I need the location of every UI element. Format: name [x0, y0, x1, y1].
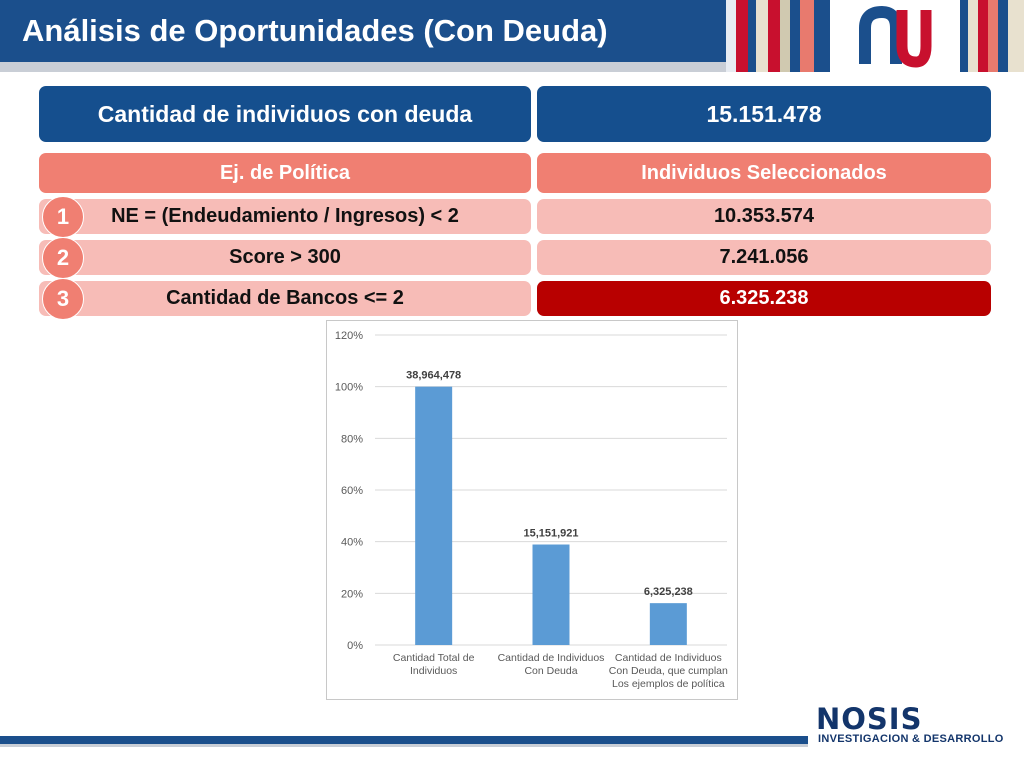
policy-row-3: Cantidad de Bancos <= 2: [39, 281, 531, 316]
step-number-3: 3: [42, 278, 84, 320]
count-row-1: 10.353.574: [537, 199, 991, 234]
bar-chart: [326, 320, 738, 700]
policy-row-1: NE = (Endeudamiento / Ingresos) < 2: [39, 199, 531, 234]
y-tick-label: 60%: [340, 485, 363, 497]
nosis-subtitle: INVESTIGACION & DESARROLLO: [818, 733, 1004, 745]
nosis-logo: NOSIS: [816, 702, 923, 736]
bar: [533, 545, 570, 645]
y-tick-label: 20%: [340, 588, 363, 601]
header-decoration-right: [960, 0, 1024, 72]
step-number-2: 2: [42, 237, 84, 279]
y-tick-label: 100%: [334, 381, 363, 394]
footer-underline: [0, 744, 808, 747]
bar-chart-svg: [327, 321, 737, 699]
data-label: 6,325,238: [643, 586, 693, 599]
x-category-label: Cantidad de Individuos: [614, 652, 722, 664]
x-category-label: Los ejemplos de política: [612, 678, 725, 690]
y-tick-label: 120%: [334, 330, 363, 342]
y-tick-label: 0%: [347, 640, 363, 652]
header-decoration-left: [726, 0, 830, 72]
summary-value: 15.151.478: [537, 86, 991, 142]
bar: [415, 387, 452, 645]
page-title: Análisis de Oportunidades (Con Deuda): [22, 13, 608, 48]
x-category-label: Con Deuda, que cumplan: [608, 665, 728, 677]
policy-column-header: Ej. de Política: [39, 153, 531, 193]
selected-column-header: Individuos Seleccionados: [537, 153, 991, 193]
x-category-label: Con Deuda: [524, 665, 578, 677]
x-category-label: Cantidad Total de: [392, 652, 475, 664]
policy-row-2: Score > 300: [39, 240, 531, 275]
y-tick-label: 40%: [340, 536, 363, 549]
x-category-label: Individuos: [410, 665, 458, 677]
summary-label: Cantidad de individuos con deuda: [39, 86, 531, 142]
bar: [650, 603, 687, 645]
brand-logo-icon: [830, 0, 960, 72]
data-label: 38,964,478: [406, 369, 462, 382]
y-tick-label: 80%: [340, 433, 363, 446]
count-row-3: 6.325.238: [537, 281, 991, 316]
step-number-1: 1: [42, 196, 84, 238]
count-row-2: 7.241.056: [537, 240, 991, 275]
x-category-label: Cantidad de Individuos: [497, 652, 605, 664]
data-label: 15,151,921: [523, 527, 579, 540]
footer-bar: [0, 736, 808, 744]
brand-logo-box: [830, 0, 960, 72]
